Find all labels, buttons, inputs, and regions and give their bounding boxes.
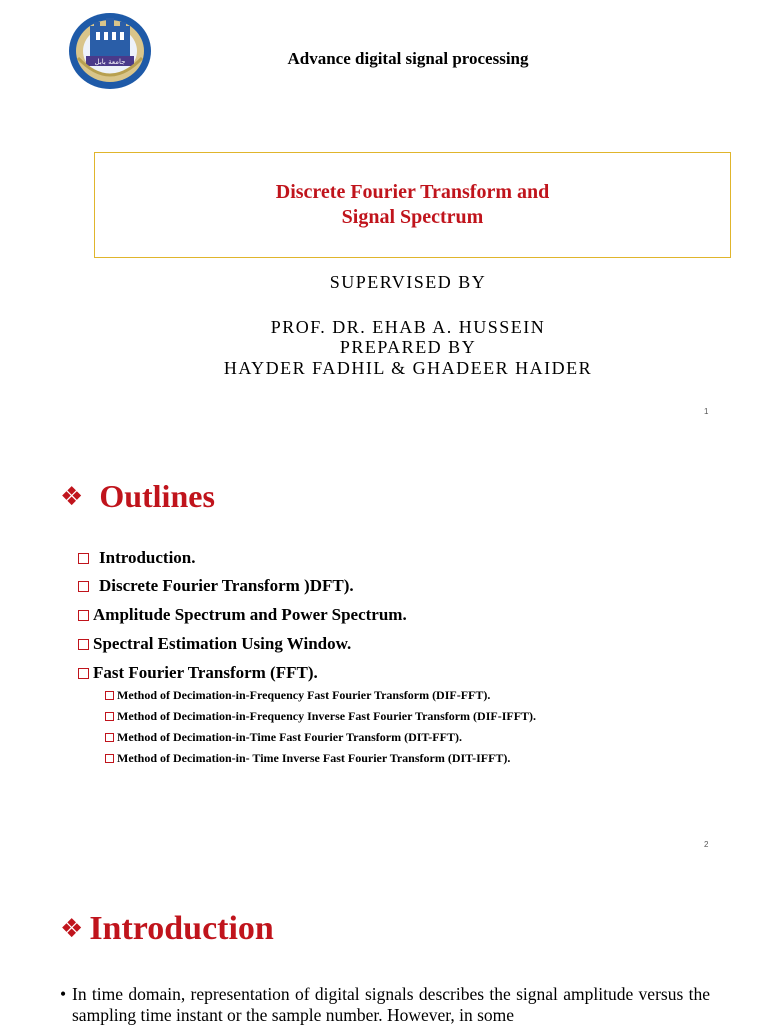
square-bullet-icon: [78, 639, 89, 650]
square-bullet-icon: [105, 733, 114, 742]
list-item: Discrete Fourier Transform )DFT).: [78, 576, 354, 596]
square-bullet-icon: [78, 610, 89, 621]
title-line-2: Signal Spectrum: [341, 206, 484, 228]
square-bullet-icon: [78, 581, 89, 592]
supervisor-name: PROF. DR. EHAB A. HUSSEIN: [270, 317, 546, 337]
page-number: 2: [704, 840, 709, 849]
supervised-by-label: SUPERVISED BY: [329, 272, 487, 292]
introduction-paragraph: [60, 984, 710, 1026]
sub-list-item: Method of Decimation-in- Time Inverse Fast Fourier Transform (DIT-IFFT).: [105, 751, 510, 766]
square-bullet-icon: [78, 668, 89, 679]
list-item: Amplitude Spectrum and Power Spectrum.: [78, 605, 407, 625]
introduction-heading: [60, 910, 274, 948]
diamond-bullet-icon: ❖: [60, 481, 84, 512]
sub-list-item: Method of Decimation-in-Frequency Fast Fourier Transform (DIF-FFT).: [105, 688, 490, 703]
paragraph-text: In time domain, representation of digital signals describes the signal amplitude versus the sampling time instant or the sample number. However, in some: [72, 984, 710, 1025]
square-bullet-icon: [105, 691, 114, 700]
diamond-bullet-icon: ❖: [60, 914, 84, 944]
square-bullet-icon: [78, 553, 89, 564]
list-item: Spectral Estimation Using Window.: [78, 634, 351, 654]
sub-list-item: Method of Decimation-in-Time Fast Fourier Transform (DIT-FFT).: [105, 730, 462, 745]
bullet-icon: •: [60, 984, 67, 1004]
list-item: Introduction.: [78, 548, 196, 568]
title-line-1: Discrete Fourier Transform and: [275, 181, 550, 203]
list-item: Fast Fourier Transform (FFT).: [78, 663, 318, 683]
introduction-title: Introduction: [89, 910, 274, 947]
outlines-title: Outlines: [99, 478, 215, 514]
prepared-by-label: PREPARED BY: [339, 337, 477, 357]
square-bullet-icon: [105, 712, 114, 721]
svg-text:جامعة بابل: جامعة بابل: [94, 58, 126, 66]
square-bullet-icon: [105, 754, 114, 763]
outlines-heading: [60, 478, 215, 515]
sub-list-item: Method of Decimation-in-Frequency Inverse Fast Fourier Transform (DIF-IFFT).: [105, 709, 536, 724]
page-number: 1: [704, 407, 709, 416]
author-names: HAYDER FADHIL & GHADEER HAIDER: [223, 358, 593, 378]
title-box: [94, 152, 731, 258]
course-title: Advance digital signal processing: [287, 49, 529, 68]
